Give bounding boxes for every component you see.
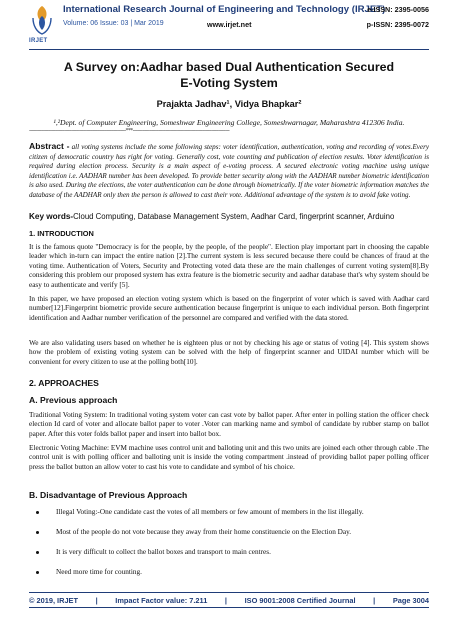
keywords-text: Cloud Computing, Database Management System, Aadhar Card, fingerprint scanner, Arduino — [73, 212, 395, 221]
subsection-heading-disadvantages: B. Disadvantage of Previous Approach — [29, 490, 188, 500]
paper-title-line-2: E-Voting System — [180, 76, 278, 90]
journal-website-link[interactable]: www.irjet.net — [207, 20, 252, 29]
page-footer — [29, 592, 429, 608]
logo-word: IRJET — [29, 38, 48, 44]
journal-name: International Research Journal of Engineering and Technology (IRJET) — [63, 4, 386, 15]
iso-certification: ISO 9001:2008 Certified Journal — [244, 595, 356, 605]
keywords-label: Key words- — [29, 212, 74, 221]
footer-separator: | — [95, 595, 98, 605]
keywords — [29, 212, 429, 222]
abstract — [29, 142, 429, 200]
pissn: p-ISSN: 2395-0072 — [366, 20, 429, 29]
previous-approach-paragraph-1: Traditional Voting System: In traditional voting system voter can cast vote by ballot paper. After enter in polling station the officer check election Id card of voter and allocate ballot paper to voter .Voter can marking name and symbol of candidate by rubber stamp on ballot paper. After this voter folds ballot paper and insert into ballot box. — [29, 411, 429, 438]
section-heading-introduction: 1. INTRODUCTION — [29, 229, 94, 238]
eissn: e-ISSN: 2395-0056 — [367, 5, 429, 14]
header-divider — [29, 49, 429, 50]
journal-header — [29, 4, 429, 48]
intro-paragraph-1: It is the famous quote "Democracy is for the people, by the people, of the people". Election play important part in choosing the capable leader which in-turn can impact the entire nation [2].The current system is less secured because there could be chances of fraud at the voting time. Authentication of Voters, Security and Protecting voted data these are the main challenges of current voting system[8].By considering this problem our proposed system has extra feature is the biometric security and aadhar database that's why system should be easy to authenticate and verify [5]. — [29, 243, 429, 289]
footer-separator: | — [224, 595, 227, 605]
section-divider: ---------------------------------------------------------------------***--------------------------------------------------------------------- — [29, 128, 230, 134]
section-heading-approaches: 2. APPROACHES — [29, 378, 99, 388]
impact-factor: Impact Factor value: 7.211 — [115, 595, 208, 605]
abstract-text: all voting systems include the some following steps: voter identification, authentication, voting and recording of votes.Every citizen of democratic country has right for voting. Generally cost, vote counting and publication of election results. Voter identification is required during election process. Security is a main aspect of e-voting process. A secured electronic voting machine using unique identification i.e. AADHAR number has been developed. To provide better security along with the AADHAR number biometric identification is also used. During the elections, the voter authentication can be done through biometrically. If the voter biometric information matches the database of the AADHAR only then the person is allowed to cast their vote. Additional advantage of the system is to avoid fake voting. — [29, 143, 429, 199]
paper-title-line-1: A Survey on:Aadhar based Dual Authentication Secured — [63, 60, 395, 74]
volume-issue: Volume: 06 Issue: 03 | Mar 2019 — [63, 20, 164, 27]
authors: Prajakta Jadhav¹, Vidya Bhapkar² — [156, 99, 302, 109]
previous-approach-paragraph-2: Electronic Voting Machine: EVM machine uses control unit and balloting unit and this two units are joined each other through cable .The control unit is with polling officer and balloting unit is inside the voting compartment .instead of providing ballot paper polling officer press the ballot button an allow voter to cast his vote to candidate and symbol of his choice. — [29, 444, 429, 471]
subsection-heading-previous-approach: A. Previous approach — [29, 395, 118, 405]
affiliation: ¹,²Dept. of Computer Engineering, Someshwar Engineering College, Someshwarnagar, Maharashtra 412306 India. — [53, 118, 405, 127]
copyright: © 2019, IRJET — [29, 595, 78, 605]
list-item: Illegal Voting:-One candidate cast the votes of all members or few amount of members in the list illegally. — [29, 508, 429, 528]
intro-paragraph-2: In this paper, we have proposed an election voting system which is based on the fingerprint of voter which is saved with Aadhar card number[12].Fingerprint biometric provide secure authentication because fingerprint is unique to each individual person. Both fingerprint identification and Aadhar number verification of the personnel are compared and verified with the data stored. — [29, 295, 429, 322]
disadvantage-list — [29, 508, 429, 588]
list-item: Most of the people do not vote because they away from their home constituencie on the Election Day. — [29, 528, 429, 548]
list-item: Need more time for counting. — [29, 568, 429, 588]
abstract-label: Abstract - — [29, 141, 70, 151]
page-number: Page 3004 — [392, 595, 429, 605]
footer-separator: | — [373, 595, 376, 605]
intro-paragraph-3: We are also validating users based on whether he is eighteen plus or not by checking his age or status of voting [4]. This system shows how the problem of existing voting system can be solved with the help of fingerprint scanner and UIDAI number which will be convenient for every citizen to use at the polling both[10]. — [29, 339, 429, 366]
list-item: It is very difficult to collect the ballot boxes and transport to main centres. — [29, 548, 429, 568]
